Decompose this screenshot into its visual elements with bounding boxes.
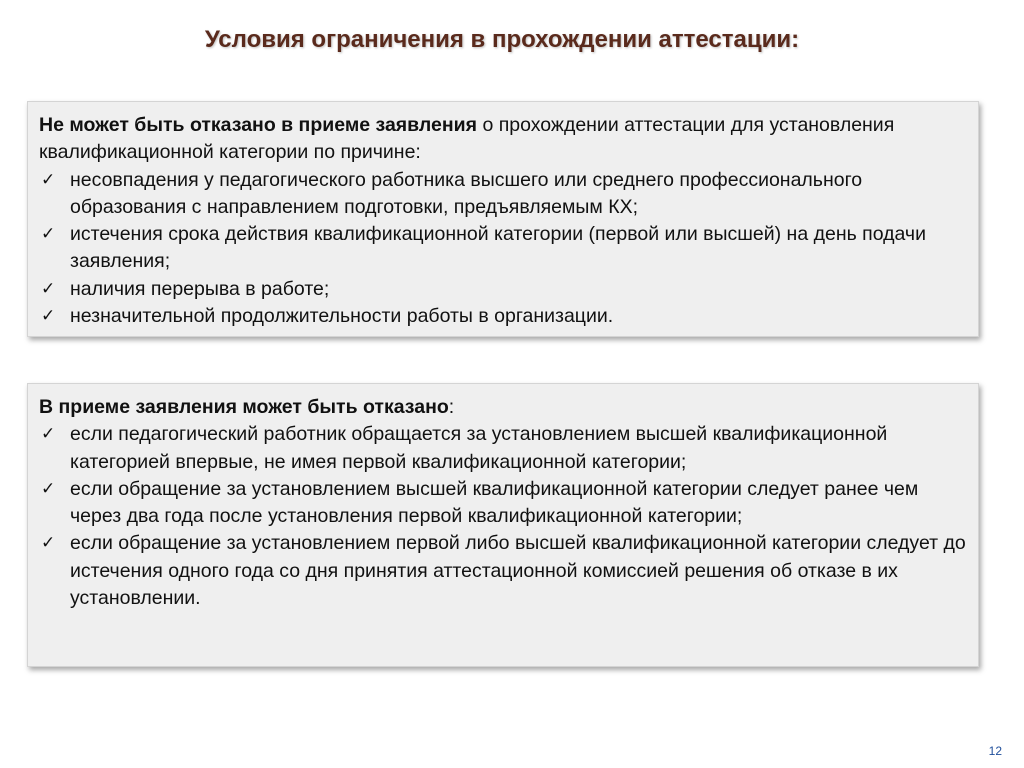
reasons-list <box>39 167 968 331</box>
checkmark-icon: ✓ <box>41 224 56 245</box>
list-item-text: если педагогический работник обращается за установлением высшей квалификационной категорией впервые, не имея первой квалификационной категории; <box>70 423 888 473</box>
box-intro <box>39 112 968 167</box>
list-item-text: если обращение за установлением первой либо высшей квалификационной категории следует до истечения одного года со дня принятия аттестационной комиссией решения об отказе в их установлении. <box>70 532 966 610</box>
list-item <box>39 303 968 330</box>
checkmark-icon: ✓ <box>41 533 56 554</box>
box-intro-bold: Не может быть отказано в приеме заявления <box>39 114 478 136</box>
slide-number: 12 <box>988 744 1002 758</box>
cannot-refuse-box <box>27 101 979 337</box>
list-item-text: если обращение за установлением высшей квалификационной категории следует ранее чем через два года после установления первой квалификационной категории; <box>70 477 919 528</box>
page-title: Условия ограничения в прохождении аттестации: <box>204 26 800 53</box>
box-intro-text: : <box>448 396 455 418</box>
box-intro <box>39 394 968 421</box>
box-intro-text: о прохождении аттестации для установления квалификационной категории по причине: <box>39 114 895 164</box>
list-item-text: наличия перерыва в работе; <box>70 277 330 300</box>
list-item-text: истечения срока действия квалификационной категории (первой или высшей) на день подачи заявления; <box>70 223 926 273</box>
checkmark-icon: ✓ <box>41 278 56 299</box>
may-refuse-box <box>27 383 979 667</box>
list-item <box>39 421 968 476</box>
checkmark-icon: ✓ <box>41 306 56 327</box>
list-item <box>39 221 968 276</box>
list-item-text: несовпадения у педагогического работника высшего или среднего профессионального образования с направлением подготовки, предъявляемым КХ; <box>70 168 863 218</box>
list-item <box>39 276 968 303</box>
checkmark-icon: ✓ <box>41 169 56 190</box>
list-item <box>39 476 968 531</box>
box-intro-bold: В приеме заявления может быть отказано <box>39 396 449 418</box>
list-item-text: незначительной продолжительности работы в организации. <box>70 305 614 328</box>
refusal-conditions-list <box>39 421 968 612</box>
checkmark-icon: ✓ <box>41 424 56 445</box>
list-item <box>39 167 968 222</box>
list-item <box>39 530 968 612</box>
checkmark-icon: ✓ <box>41 478 56 499</box>
